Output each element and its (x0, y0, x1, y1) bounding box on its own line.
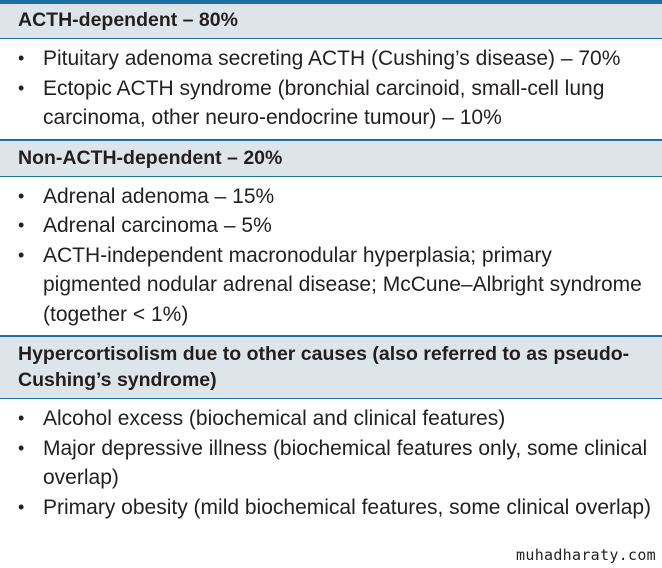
bullet-icon: • (18, 408, 25, 428)
list-item-text: ACTH-independent macronodular hyperplasia; primary pigmented nodular adrenal disease; McCune–Albright syndrome (together < 1%) (43, 243, 642, 326)
list-item (18, 182, 652, 212)
causes-table (0, 4, 662, 528)
section-header-acth-dependent: ACTH-dependent – 80% (0, 4, 662, 39)
bullet-icon: • (18, 77, 25, 98)
list-item (18, 241, 652, 330)
list-item (18, 211, 652, 241)
list-item (18, 74, 652, 133)
list-item (18, 44, 652, 74)
list-item-text: Adrenal carcinoma – 5% (43, 214, 272, 237)
list-item-text: Pituitary adenoma secreting ACTH (Cushing’s disease) – 70% (43, 47, 621, 70)
list-item (18, 434, 652, 493)
list-item (18, 493, 652, 523)
bullet-icon: • (18, 244, 25, 265)
bullet-icon: • (18, 496, 25, 517)
watermark-text: muhadharaty.com (516, 546, 656, 564)
section-header-other-causes: Hypercortisolism due to other causes (also referred to as pseudo-Cushing’s syndrome) (0, 335, 662, 399)
list-item-text: Primary obesity (mild biochemical features, some clinical overlap) (43, 495, 652, 519)
list-item-text: Ectopic ACTH syndrome (bronchial carcinoid, small-cell lung carcinoma, other neuro-endocrine tumour) – 10% (43, 76, 605, 129)
list-item (18, 404, 652, 434)
list-item-text: Adrenal adenoma – 15% (43, 184, 275, 208)
section-body-non-acth-dependent (0, 177, 662, 336)
section-header-non-acth-dependent: Non-ACTH-dependent – 20% (0, 139, 662, 177)
bullet-icon: • (18, 215, 25, 235)
bullet-icon: • (18, 185, 25, 206)
section-body-acth-dependent (0, 39, 662, 139)
bullet-icon: • (18, 437, 25, 458)
section-body-other-causes (0, 399, 662, 528)
list-item-text: Alcohol excess (biochemical and clinical features) (43, 407, 506, 430)
list-item-text: Major depressive illness (biochemical features only, some clinical overlap) (43, 436, 648, 489)
bullet-icon: • (18, 48, 25, 68)
